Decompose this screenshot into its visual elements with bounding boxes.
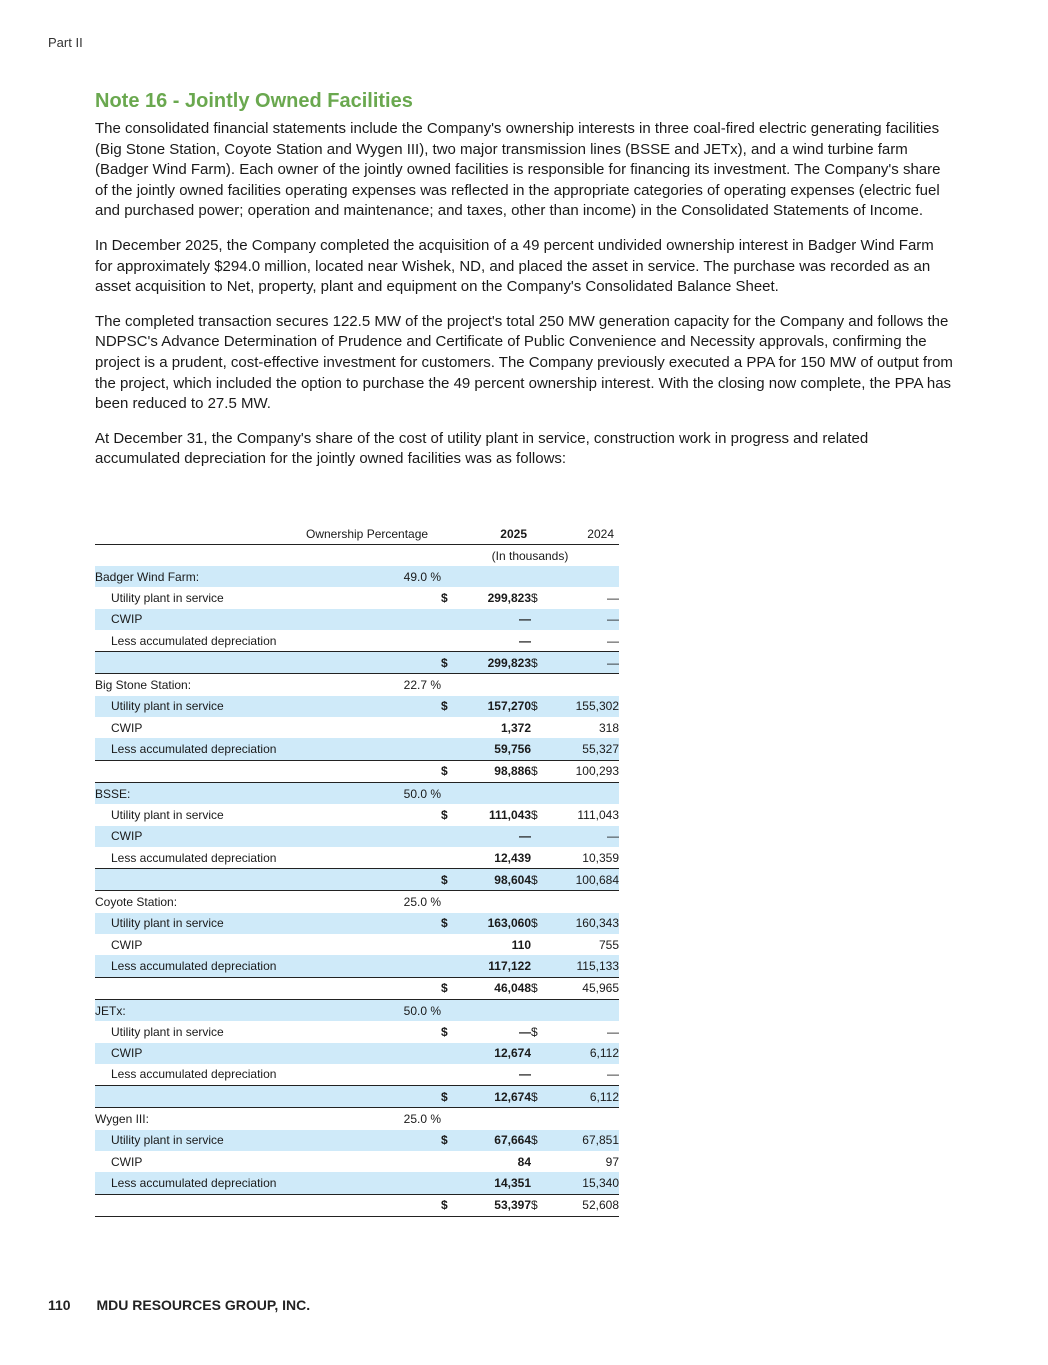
row-label: Utility plant in service: [111, 590, 224, 605]
dollar-sign-2025: $: [441, 1194, 456, 1216]
value-2024: 755: [598, 937, 619, 952]
value-2024: 45,965: [551, 977, 619, 999]
value-2025: [456, 999, 531, 1021]
row-label: Utility plant in service: [95, 1130, 306, 1151]
value-2024: 160,343: [551, 913, 619, 934]
value-2025: 117,122: [456, 955, 531, 977]
ownership-percentage: [306, 1086, 441, 1108]
facility-row: [95, 566, 619, 587]
table-row: [95, 1021, 619, 1042]
ownership-percentage: [306, 587, 441, 608]
row-label: [95, 760, 306, 782]
value-2024: [551, 891, 619, 913]
facility-row: [95, 674, 619, 696]
value-2025: 14,351: [456, 1172, 531, 1194]
row-label: Less accumulated depreciation: [111, 850, 277, 865]
dollar-sign-2025: [441, 609, 456, 630]
ownership-percentage: [306, 1194, 441, 1216]
value-2025: 299,823: [487, 590, 531, 605]
value-2025: 12,439: [494, 850, 531, 865]
table-row: [95, 1130, 619, 1151]
ownership-percentage: [306, 1064, 441, 1086]
table-row: [95, 934, 619, 955]
row-label: CWIP: [95, 609, 306, 630]
value-2024: [551, 782, 619, 804]
ownership-percentage: [306, 847, 441, 869]
value-2024: 318: [598, 720, 619, 735]
table-row: [95, 630, 619, 652]
jointly-owned-facilities-table: [95, 524, 619, 1217]
ownership-percentage: 50.0 %: [306, 782, 441, 804]
dollar-sign-2024: $: [531, 869, 551, 891]
table-row: [95, 738, 619, 760]
table-row: [95, 847, 619, 869]
table-header-row: [95, 524, 619, 545]
dollar-sign-2025: $: [441, 913, 456, 934]
row-label: Utility plant in service: [111, 807, 224, 822]
total-row: [95, 869, 619, 891]
row-label: [95, 869, 306, 891]
ownership-percentage: [306, 717, 441, 738]
value-2025: [456, 891, 531, 913]
dollar-sign-2025: [441, 934, 456, 955]
value-2024: 15,340: [551, 1172, 619, 1194]
dollar-sign-2024: [531, 1064, 551, 1086]
value-2025: 299,823: [456, 652, 531, 674]
ownership-percentage: 49.0 %: [306, 566, 441, 587]
value-2024: 155,302: [551, 696, 619, 717]
note-title: Note 16 - Jointly Owned Facilities: [95, 90, 413, 112]
dollar-sign-2024: $: [531, 807, 538, 822]
total-row: [95, 1194, 619, 1216]
row-label: CWIP: [111, 1154, 143, 1169]
value-2025: —: [456, 609, 531, 630]
ownership-percentage: [306, 696, 441, 717]
total-row: [95, 977, 619, 999]
value-2025: 53,397: [456, 1194, 531, 1216]
table-row: [95, 609, 619, 630]
dollar-sign-2025: [441, 738, 456, 760]
dollar-sign-2025: [441, 826, 456, 847]
row-label: CWIP: [95, 826, 306, 847]
row-label: Less accumulated depreciation: [111, 1067, 277, 1082]
dollar-sign-2025: $: [441, 1024, 448, 1039]
row-label: [95, 1086, 306, 1108]
value-2025: 59,756: [456, 738, 531, 760]
value-2025: [456, 1108, 531, 1130]
row-label: Badger Wind Farm:: [95, 566, 306, 587]
row-label: Wygen III:: [95, 1112, 149, 1127]
dollar-sign-2024: $: [531, 1194, 551, 1216]
dollar-sign-2025: [441, 630, 456, 652]
value-2025: 1,372: [500, 720, 531, 735]
dollar-sign-2024: [531, 782, 551, 804]
note-section: [95, 90, 955, 484]
paragraph-3: The completed transaction secures 122.5 MW of the project's total 250 MW generation capacity for the Company and follows the NDPSC's Advance Determination of Prudence and Certificate of Public Convenience and Necessity approvals, confirming the project is a prudent, cost-effective investment for customers. The Company previously executed a PPA for 150 MW of output from the project, which included the option to purchase the 49 percent ownership interest. With the closing now complete, the PPA has been reduced to 27.5 MW.: [95, 312, 953, 413]
dollar-sign-2025: [441, 1043, 456, 1064]
table-row: [95, 955, 619, 977]
dollar-sign-2025: $: [441, 590, 448, 605]
row-label: Utility plant in service: [111, 1024, 224, 1039]
value-2025: —: [519, 1067, 531, 1082]
dollar-sign-2024: $: [531, 760, 551, 782]
value-2025: 84: [517, 1154, 531, 1169]
dollar-sign-2024: [531, 1172, 551, 1194]
row-label: Less accumulated depreciation: [111, 633, 277, 648]
ownership-percentage: [306, 913, 441, 934]
total-row: [95, 652, 619, 674]
value-2024: 6,112: [551, 1043, 619, 1064]
dollar-sign-2025: $: [441, 807, 448, 822]
table-body: [95, 566, 619, 1216]
ownership-percentage: [306, 609, 441, 630]
paragraph-2: In December 2025, the Company completed the acquisition of a 49 percent undivided ownership interest in Badger Wind Farm for approximately $294.0 million, located near Wishek, ND, and placed the asset in service. The purchase was recorded as an asset acquisition to Net, property, plant and equipment on the Company's Consolidated Balance Sheet.: [95, 236, 934, 296]
row-label: Less accumulated depreciation: [95, 738, 306, 760]
ownership-percentage: [306, 1151, 441, 1172]
value-2025: 111,043: [488, 807, 531, 822]
dollar-sign-2025: $: [441, 977, 456, 999]
dollar-sign-2025: [441, 955, 456, 977]
units-row: [95, 545, 619, 567]
value-2024: 52,608: [551, 1194, 619, 1216]
value-2024: 111,043: [577, 807, 619, 822]
dollar-sign-2024: $: [531, 696, 551, 717]
row-label: Big Stone Station:: [95, 678, 192, 693]
value-2024: [551, 1108, 619, 1130]
total-row: [95, 760, 619, 782]
dollar-sign-2024: [531, 934, 551, 955]
ownership-percentage: [306, 934, 441, 955]
value-2025: —: [519, 633, 531, 648]
ownership-percentage: [306, 804, 441, 825]
dollar-sign-2025: [441, 1151, 456, 1172]
row-label: [95, 1194, 306, 1216]
ownership-percentage: [306, 869, 441, 891]
value-2024: —: [607, 1024, 619, 1039]
dollar-sign-2024: $: [531, 590, 538, 605]
dollar-sign-2025: [441, 717, 456, 738]
dollar-sign-2025: $: [441, 1086, 456, 1108]
facility-row: [95, 999, 619, 1021]
dollar-sign-2025: $: [441, 760, 456, 782]
units-label: (In thousands): [491, 548, 569, 563]
value-2025: 12,674: [456, 1086, 531, 1108]
paragraph-4: At December 31, the Company's share of the cost of utility plant in service, construction work in progress and related accumulated depreciation for the jointly owned facilities was as follows:: [95, 429, 869, 468]
row-label: CWIP: [95, 1043, 306, 1064]
dollar-sign-2025: $: [441, 1130, 456, 1151]
dollar-sign-2025: [441, 1108, 456, 1130]
value-2025: 67,664: [456, 1130, 531, 1151]
value-2024: —: [551, 652, 619, 674]
dollar-sign-2025: [441, 566, 456, 587]
value-2025: 46,048: [456, 977, 531, 999]
value-2024: —: [607, 1067, 619, 1082]
row-label: Coyote Station:: [95, 895, 178, 910]
ownership-percentage: [306, 652, 441, 674]
value-2024: 67,851: [551, 1130, 619, 1151]
value-2025: —: [456, 826, 531, 847]
dollar-sign-2025: [441, 847, 456, 869]
ownership-percentage: [306, 1021, 441, 1042]
ownership-percentage: 25.0 %: [403, 1112, 441, 1127]
row-label: [95, 977, 306, 999]
value-2024: 97: [605, 1154, 619, 1169]
dollar-sign-2024: [531, 1108, 551, 1130]
dollar-sign-2025: $: [441, 869, 456, 891]
ownership-percentage: 25.0 %: [403, 895, 441, 910]
table-row: [95, 587, 619, 608]
value-2025: [456, 782, 531, 804]
part-label: Part II: [48, 35, 83, 50]
value-2024: —: [607, 590, 619, 605]
table-row: [95, 1172, 619, 1194]
dollar-sign-2024: [531, 630, 551, 652]
dollar-sign-2024: $: [531, 1130, 551, 1151]
ownership-percentage: [306, 826, 441, 847]
ownership-percentage: [306, 738, 441, 760]
dollar-sign-2024: $: [531, 652, 551, 674]
value-2025: 12,674: [456, 1043, 531, 1064]
ownership-percentage: [306, 1172, 441, 1194]
dollar-sign-2024: [531, 847, 551, 869]
ownership-percentage: [306, 760, 441, 782]
company-name: MDU RESOURCES GROUP, INC.: [96, 1297, 311, 1313]
ownership-percentage: [306, 955, 441, 977]
total-row: [95, 1086, 619, 1108]
table-row: [95, 826, 619, 847]
dollar-sign-2025: [441, 999, 456, 1021]
table-row: [95, 804, 619, 825]
dollar-sign-2024: [531, 955, 551, 977]
dollar-sign-2025: [441, 1172, 456, 1194]
dollar-sign-2024: [531, 1151, 551, 1172]
value-2025: 157,270: [456, 696, 531, 717]
paragraph-1: The consolidated financial statements include the Company's ownership interests in three coal-fired electric generating facilities (Big Stone Station, Coyote Station and Wygen III), two major transmission lines (BSSE and JETx), and a wind turbine farm (Badger Wind Farm). Each owner of the jointly owned facilities is responsible for financing its investment. The Company's share of the jointly owned facilities operating expenses was reflected in the appropriate categories of operating expenses (electric fuel and purchased power; operation and maintenance; and taxes, other than income) in the Consolidated Statements of Income.: [95, 120, 941, 220]
page-footer: [48, 1297, 310, 1313]
value-2024: —: [607, 633, 619, 648]
value-2025: 163,060: [456, 913, 531, 934]
dollar-sign-2024: [531, 738, 551, 760]
value-2024: [551, 999, 619, 1021]
value-2025: 110: [511, 937, 531, 952]
dollar-sign-2025: [441, 1064, 456, 1086]
row-label: CWIP: [111, 937, 143, 952]
value-2025: [456, 566, 531, 587]
header-2025: 2025: [456, 524, 531, 545]
dollar-sign-2024: [531, 1043, 551, 1064]
row-label: Less accumulated depreciation: [95, 955, 306, 977]
dollar-sign-2024: [531, 717, 551, 738]
page-number: 110: [48, 1297, 71, 1313]
dollar-sign-2024: [531, 891, 551, 913]
facility-row: [95, 891, 619, 913]
ownership-percentage: [306, 630, 441, 652]
dollar-sign-2025: [441, 782, 456, 804]
row-label: Utility plant in service: [95, 696, 306, 717]
facility-row: [95, 1108, 619, 1130]
header-2024: 2024: [551, 524, 619, 545]
dollar-sign-2025: [441, 674, 456, 696]
header-ownership-percentage: Ownership Percentage: [306, 524, 441, 545]
row-label: Less accumulated depreciation: [95, 1172, 306, 1194]
ownership-percentage: [306, 1130, 441, 1151]
table-row: [95, 1064, 619, 1086]
facility-row: [95, 782, 619, 804]
value-2024: 55,327: [551, 738, 619, 760]
value-2025: 98,604: [456, 869, 531, 891]
dollar-sign-2024: [531, 566, 551, 587]
table-row: [95, 696, 619, 717]
value-2024: 10,359: [582, 850, 619, 865]
dollar-sign-2024: [531, 609, 551, 630]
dollar-sign-2024: $: [531, 977, 551, 999]
ownership-percentage: 22.7 %: [403, 678, 441, 693]
row-label: CWIP: [111, 720, 143, 735]
dollar-sign-2025: [441, 891, 456, 913]
value-2025: [456, 674, 531, 696]
ownership-percentage: [306, 977, 441, 999]
dollar-sign-2024: [531, 826, 551, 847]
dollar-sign-2024: $: [531, 913, 551, 934]
value-2024: 6,112: [551, 1086, 619, 1108]
ownership-percentage: 50.0 %: [306, 999, 441, 1021]
row-label: BSSE:: [95, 782, 306, 804]
value-2024: —: [551, 609, 619, 630]
table-row: [95, 1151, 619, 1172]
dollar-sign-2024: $: [531, 1024, 538, 1039]
value-2025: 98,886: [456, 760, 531, 782]
table-row: [95, 1043, 619, 1064]
table-row: [95, 913, 619, 934]
dollar-sign-2025: $: [441, 652, 456, 674]
dollar-sign-2024: [531, 999, 551, 1021]
row-label: JETx:: [95, 999, 306, 1021]
row-label: [95, 652, 306, 674]
value-2024: 100,293: [551, 760, 619, 782]
value-2024: 115,133: [551, 955, 619, 977]
dollar-sign-2024: [531, 674, 551, 696]
row-label: Utility plant in service: [95, 913, 306, 934]
value-2024: [551, 674, 619, 696]
ownership-percentage: [306, 1043, 441, 1064]
value-2024: [551, 566, 619, 587]
table-row: [95, 717, 619, 738]
value-2024: —: [551, 826, 619, 847]
dollar-sign-2024: $: [531, 1086, 551, 1108]
value-2024: 100,684: [551, 869, 619, 891]
dollar-sign-2025: $: [441, 696, 456, 717]
value-2025: —: [519, 1024, 531, 1039]
